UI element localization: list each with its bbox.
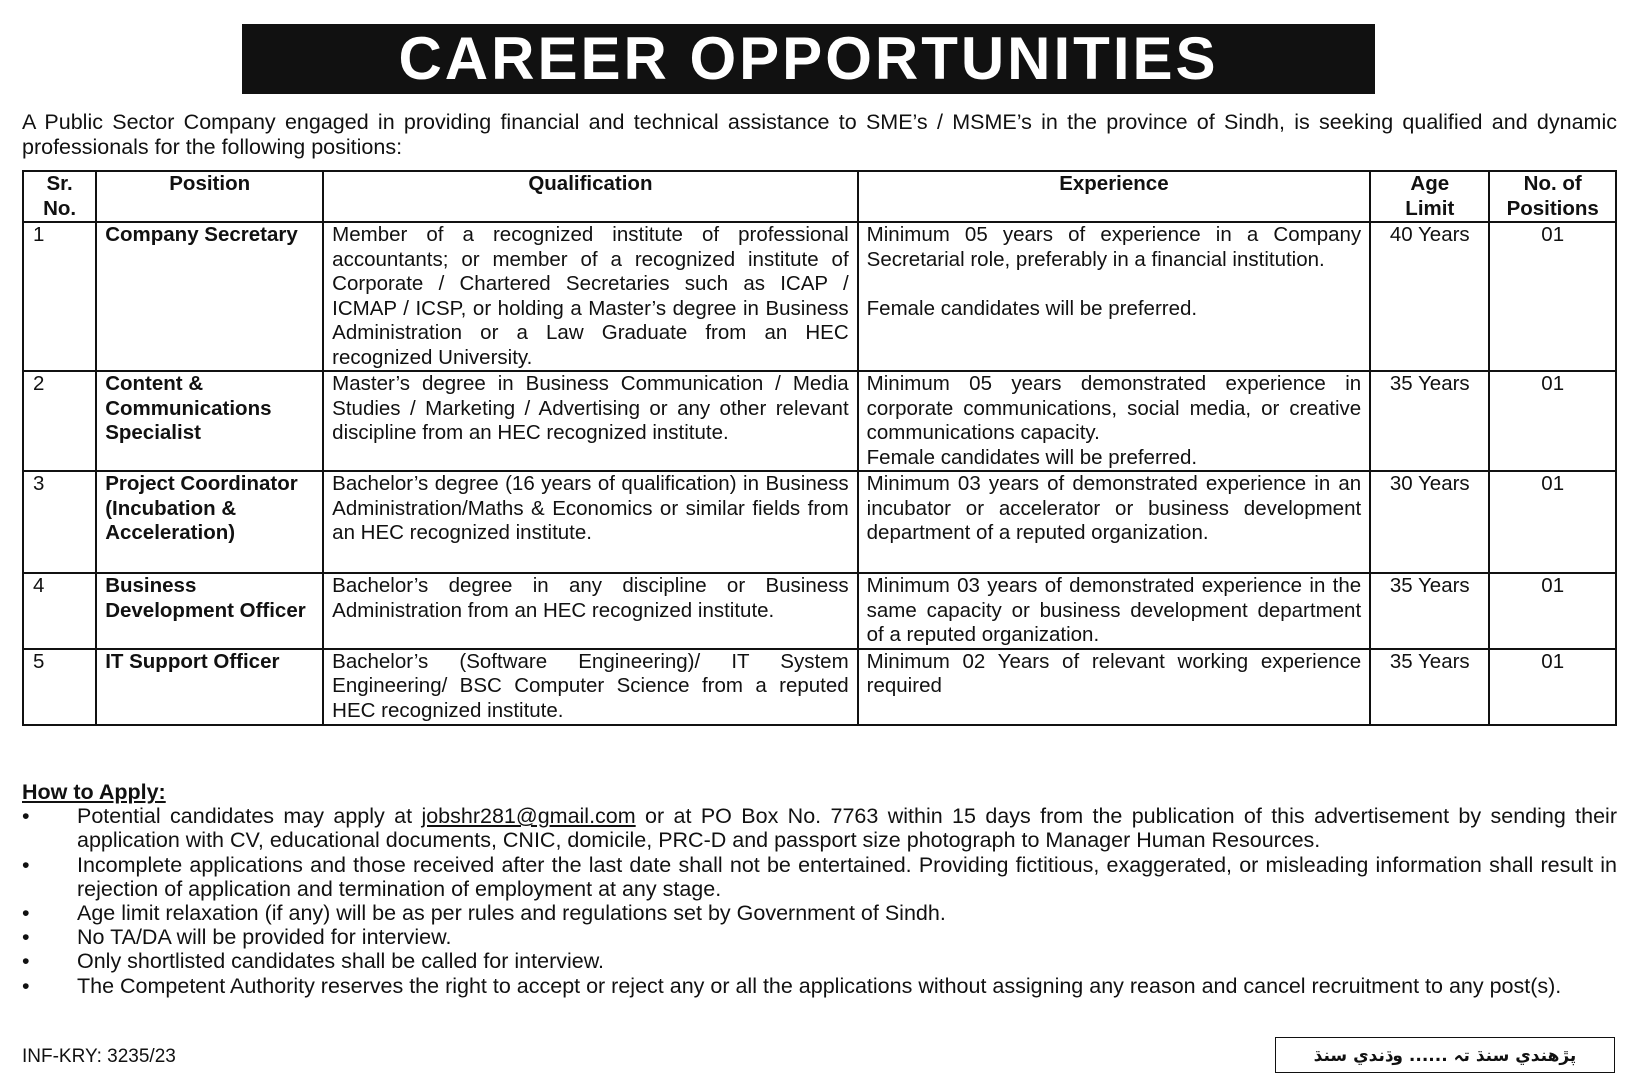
- cell-experience: Minimum 03 years of demonstrated experience in an incubator or accelerator or business development department of a reputed organization.: [858, 471, 1371, 573]
- cell-position: Business Development Officer: [96, 573, 323, 649]
- list-item: • Age limit relaxation (if any) will be as per rules and regulations set by Government of Sindh.: [22, 901, 946, 926]
- cell-positions-count: 01: [1489, 649, 1616, 725]
- bullet-icon: •: [22, 901, 30, 926]
- advertisement: [20, 22, 1617, 1067]
- cell-sr: 1: [23, 222, 96, 371]
- title-banner: [242, 24, 1375, 94]
- table-row: [23, 222, 1616, 371]
- cell-position: IT Support Officer: [96, 649, 323, 725]
- experience-text: Minimum 05 years demonstrated experience in corporate communications, social media, or creative communications capacity.: [866, 372, 1362, 444]
- how-to-apply-section: [22, 780, 1617, 998]
- list-item: • Potential candidates may apply at jobshr281@gmail.com or at PO Box No. 7763 within 15 days from the publication of this advertisement by sending their application with CV, educational documents, CNIC, domicile, PRC-D and passport size photograph to Manager Human Resources.: [22, 804, 1617, 853]
- cell-sr: 2: [23, 371, 96, 471]
- header-qualification: Qualification: [323, 171, 857, 222]
- cell-positions-count: 01: [1489, 371, 1616, 471]
- cell-positions-count: 01: [1489, 471, 1616, 573]
- positions-table: [22, 170, 1617, 726]
- cell-positions-count: 01: [1489, 573, 1616, 649]
- table-row: [23, 573, 1616, 649]
- cell-sr: 4: [23, 573, 96, 649]
- intro-paragraph: A Public Sector Company engaged in providing financial and technical assistance to SME’s / MSME’s in the province of Sindh, is seeking qualified and dynamic professionals for the following positions:: [22, 110, 1617, 159]
- header-no-of-positions: No. of Positions: [1489, 171, 1616, 222]
- cell-sr: 5: [23, 649, 96, 725]
- experience-text: Minimum 05 years of experience in a Company Secretarial role, preferably in a financial institution.: [866, 223, 1362, 271]
- cell-experience: [858, 371, 1371, 471]
- cell-qualification: Bachelor’s degree in any discipline or Business Administration from an HEC recognized institute.: [323, 573, 857, 649]
- cell-qualification: Bachelor’s (Software Engineering)/ IT System Engineering/ BSC Computer Science from a reputed HEC recognized institute.: [323, 649, 857, 725]
- table-row: [23, 649, 1616, 725]
- reference-number: INF-KRY: 3235/23: [22, 1046, 176, 1067]
- cell-qualification: Bachelor’s degree (16 years of qualification) in Business Administration/Maths & Economics or similar fields from an HEC recognized institute.: [323, 471, 857, 573]
- header-experience: Experience: [858, 171, 1371, 222]
- how-to-apply-heading: How to Apply:: [22, 780, 166, 804]
- list-item: • The Competent Authority reserves the right to accept or reject any or all the applications without assigning any reason and cancel recruitment to any post(s).: [22, 973, 1562, 998]
- list-item: • No TA/DA will be provided for interview.: [22, 925, 452, 950]
- cell-age-limit: 35 Years: [1370, 573, 1489, 649]
- sindh-slogan-stamp: پڙھندي سنڌ تہ ...... وڌندي سنڌ: [1275, 1037, 1615, 1073]
- cell-positions-count: 01: [1489, 222, 1616, 371]
- list-item: • Only shortlisted candidates shall be called for interview.: [22, 949, 605, 974]
- cell-experience: [858, 222, 1371, 371]
- header-age-limit: Age Limit: [1370, 171, 1489, 222]
- apply-instructions-list: [22, 804, 1617, 998]
- bullet-icon: •: [22, 949, 30, 974]
- cell-age-limit: 35 Years: [1370, 649, 1489, 725]
- email-link[interactable]: jobshr281@gmail.com: [421, 804, 636, 829]
- bullet-icon: •: [22, 925, 30, 950]
- cell-position: Company Secretary: [96, 222, 323, 371]
- cell-experience: Minimum 03 years of demonstrated experience in the same capacity or business development department of a reputed organization.: [858, 573, 1371, 649]
- bullet-icon: •: [22, 852, 30, 877]
- cell-qualification: Member of a recognized institute of professional accountants; or member of a recognized institute of Corporate / Chartered Secretaries such as ICAP / ICMAP / ICSP, or holding a Master’s degree in Business Administration or a Law Graduate from an HEC recognized University.: [323, 222, 857, 371]
- cell-experience: Minimum 02 Years of relevant working experience required: [858, 649, 1371, 725]
- cell-sr: 3: [23, 471, 96, 573]
- page-title: CAREER OPPORTUNITIES: [398, 25, 1219, 92]
- header-sr-no: Sr. No.: [23, 171, 96, 222]
- cell-position: Content & Communications Specialist: [96, 371, 323, 471]
- cell-position: Project Coordinator (Incubation & Acceleration): [96, 471, 323, 573]
- header-position: Position: [96, 171, 323, 222]
- experience-note: Female candidates will be preferred.: [866, 445, 1198, 469]
- cell-age-limit: 30 Years: [1370, 471, 1489, 573]
- cell-qualification: Master’s degree in Business Communication / Media Studies / Marketing / Advertising or any other relevant discipline from an HEC recognized institute.: [323, 371, 857, 471]
- table-row: [23, 471, 1616, 573]
- bullet-icon: •: [22, 973, 30, 998]
- list-item: • Incomplete applications and those received after the last date shall not be entertained. Providing fictitious, exaggerated, or misleading information shall result in rejection of application and termination of employment at any stage.: [22, 852, 1617, 901]
- cell-age-limit: 35 Years: [1370, 371, 1489, 471]
- experience-note: Female candidates will be preferred.: [866, 296, 1198, 320]
- cell-age-limit: 40 Years: [1370, 222, 1489, 371]
- bullet-icon: •: [22, 804, 30, 829]
- table-header-row: [23, 171, 1616, 222]
- table-row: [23, 371, 1616, 471]
